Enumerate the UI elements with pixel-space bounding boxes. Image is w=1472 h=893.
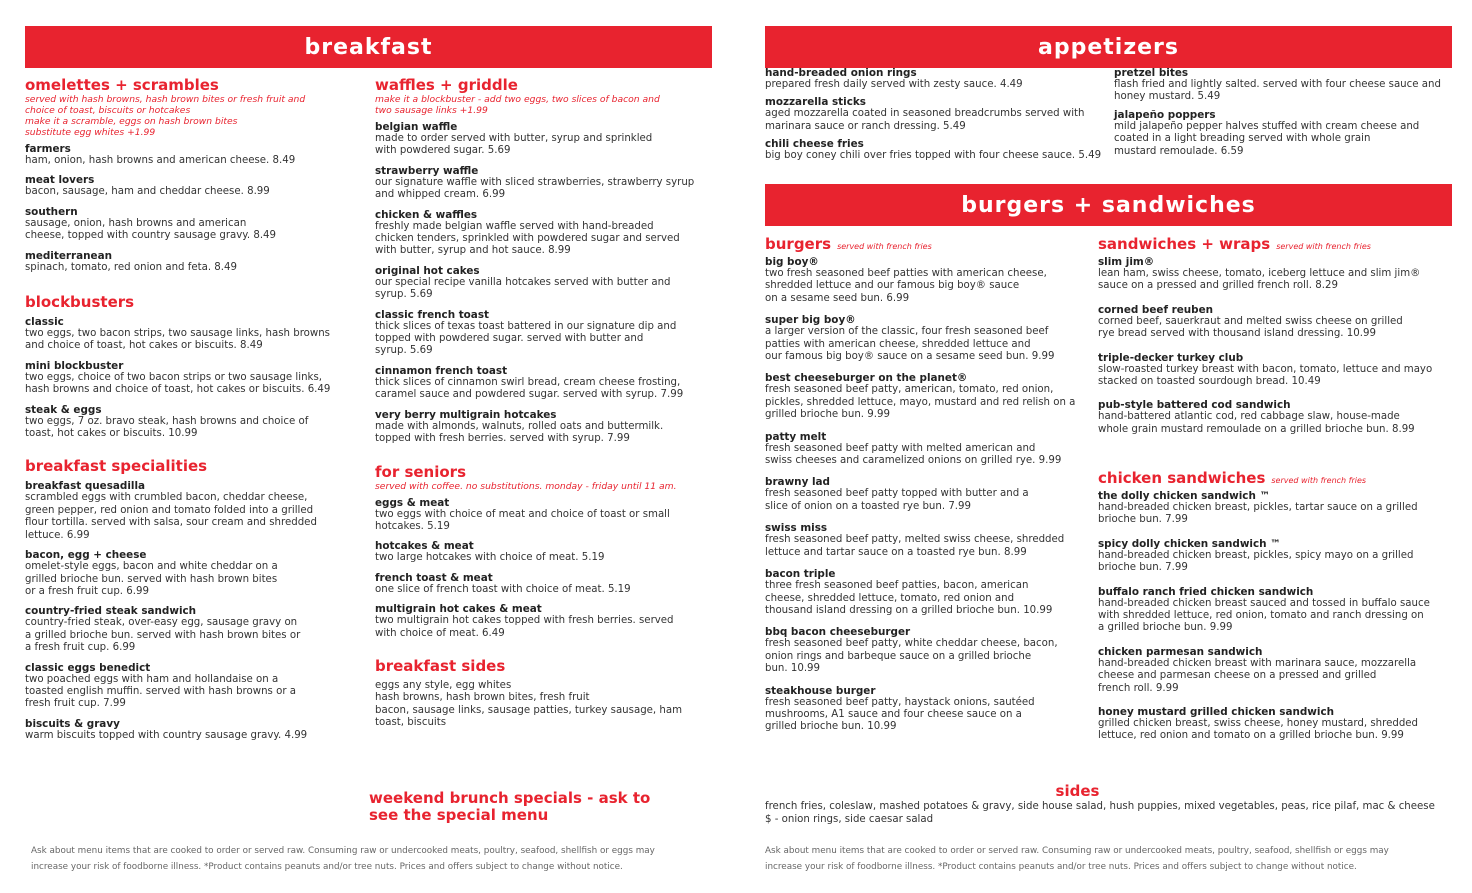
menu-item	[765, 522, 1095, 559]
item-description: two eggs, choice of two bacon strips or two sausage links, hash browns and choice of toast, hot cakes or biscuits. 6.49	[25, 371, 331, 396]
item-name: pub-style battered cod sandwich	[1098, 399, 1291, 412]
item-description: two large hotcakes with choice of meat. 5.19	[375, 552, 605, 564]
section-note: served with coffee. no substitutions. monday - friday until 11 am.	[375, 480, 677, 492]
breakfast-banner	[25, 26, 712, 68]
menu-item	[1098, 352, 1454, 389]
section-note: choice of toast, biscuits or hotcakes	[25, 105, 191, 116]
item-description: hand-breaded chicken breast, pickles, tartar sauce on a grilled brioche bun. 7.99	[1098, 502, 1418, 526]
item-name: very berry multigrain hotcakes	[375, 408, 557, 421]
menu-item	[765, 626, 1095, 675]
item-description: hand-battered atlantic cod, red cabbage slaw, house-made whole grain mustard remoulade on a grilled brioche bun. 8.99	[1098, 411, 1415, 435]
breakfast-banner-title: breakfast	[304, 34, 433, 60]
item-name: country-fried steak sandwich	[25, 605, 197, 618]
section-note: make it a scramble, eggs on hash brown bites	[25, 116, 238, 127]
item-description: lean ham, swiss cheese, tomato, iceberg lettuce and slim jim® sauce on a pressed and grilled french roll. 8.29	[1098, 268, 1421, 292]
item-name: cinnamon french toast	[375, 364, 508, 377]
item-description: ham, onion, hash browns and american cheese. 8.49	[25, 155, 296, 166]
item-description: scrambled eggs with crumbled bacon, cheddar cheese, green pepper, red onion and tomato folded into a grilled flour tortilla. served with salsa, sour cream and shredded lettuce. 6.99	[25, 492, 317, 541]
item-name: classic french toast	[375, 308, 489, 321]
sides-list: french fries, coleslaw, mashed potatoes & gravy, side house salad, hush puppies, mixed vegetables, peas, rice pilaf, mac & cheese $ - onion rings, side caesar salad	[765, 801, 1435, 825]
section-title	[1098, 470, 1454, 489]
item-description: slow-roasted turkey breast with bacon, tomato, lettuce and mayo stacked on toasted sourdough bread. 10.49	[1098, 363, 1433, 388]
menu-item	[765, 96, 1110, 133]
menu-item	[375, 121, 720, 158]
menu-item	[25, 662, 360, 711]
menu-item	[765, 685, 1095, 734]
item-description: spinach, tomato, red onion and feta. 8.49	[25, 261, 237, 273]
breakfast-column-left	[25, 77, 360, 742]
menu-item	[375, 209, 720, 258]
item-name: buffalo ranch fried chicken sandwich	[1098, 585, 1314, 598]
item-name: swiss miss	[765, 522, 828, 535]
menu-item	[1114, 109, 1454, 158]
section-title-text: chicken sandwiches	[1098, 469, 1266, 487]
menu-item	[1098, 399, 1454, 436]
menu-item	[765, 431, 1095, 468]
item-description: a larger version of the classic, four fresh seasoned beef patties with american cheese, shredded lettuce and our famous big boy® sauce on a sesame seed bun. 9.99	[765, 326, 1055, 363]
menu-item	[375, 680, 720, 730]
burgers-banner	[765, 184, 1452, 226]
item-description: bacon, sausage, ham and cheddar cheese. 8.99	[25, 186, 270, 198]
item-description: fresh seasoned beef patty, melted swiss cheese, shredded lettuce and tartar sauce on a toasted rye bun. 8.99	[765, 534, 1065, 558]
item-name: meat lovers	[25, 174, 95, 187]
section-note: two sausage links +1.99	[375, 105, 488, 116]
menu-item	[1098, 646, 1454, 695]
item-description: omelet-style eggs, bacon and white cheddar on a grilled brioche bun. served with hash brown bites or a fresh fruit cup. 6.99	[25, 561, 278, 597]
item-description: corned beef, sauerkraut and melted swiss cheese on grilled rye bread served with thousand island dressing. 10.99	[1098, 315, 1403, 340]
item-description: made to order served with butter, syrup and sprinkled with powdered sugar. 5.69	[375, 133, 653, 157]
item-description: thick slices of cinnamon swirl bread, cream cheese frosting, caramel sauce and powdered sugar. served with syrup. 7.99	[375, 376, 684, 401]
item-name: farmers	[25, 143, 71, 155]
menu-item	[25, 718, 360, 742]
item-name: the dolly chicken sandwich ™	[1098, 490, 1270, 502]
item-description: fresh seasoned beef patty, haystack onions, sautéed mushrooms, A1 sauce and four cheese sauce on a grilled brioche bun. 10.99	[765, 696, 1035, 733]
item-name: strawberry waffle	[375, 164, 479, 177]
menu-item	[25, 316, 360, 353]
item-name: chili cheese fries	[765, 138, 864, 151]
appetizers-left	[765, 67, 1110, 163]
item-name: classic eggs benedict	[25, 661, 151, 674]
section-breakfast-sides	[375, 658, 720, 730]
item-description: two eggs, 7 oz. bravo steak, hash browns and choice of toast, hot cakes or biscuits. 10.99	[25, 415, 309, 440]
item-description: prepared fresh daily served with zesty sauce. 4.49	[765, 79, 1023, 90]
item-description: aged mozzarella coated in seasoned breadcrumbs served with marinara sauce or ranch dressing. 5.49	[765, 108, 1085, 132]
appetizers-right	[1114, 67, 1454, 158]
item-name: jalapeño poppers	[1114, 108, 1216, 121]
item-name: brawny lad	[765, 476, 830, 489]
item-name: honey mustard grilled chicken sandwich	[1098, 706, 1335, 719]
item-name: chicken parmesan sandwich	[1098, 645, 1263, 658]
section-title: omelettes + scrambles	[25, 76, 219, 94]
item-description: hand-breaded chicken breast, pickles, spicy mayo on a grilled brioche bun. 7.99	[1098, 549, 1414, 574]
menu-item	[25, 360, 360, 397]
item-description: two eggs, two bacon strips, two sausage links, hash browns and choice of toast, hot cakes or biscuits. 8.49	[25, 328, 330, 352]
item-description: three fresh seasoned beef patties, bacon, american cheese, shredded lettuce, tomato, red onion and thousand island dressing on a grilled brioche bun. 10.99	[765, 580, 1053, 616]
item-name: steakhouse burger	[765, 684, 876, 697]
item-name: best cheeseburger on the planet®	[765, 372, 968, 385]
menu-item	[25, 250, 360, 274]
item-description: fresh seasoned beef patty with melted american and swiss cheeses and caramelized onions on grilled rye. 9.99	[765, 442, 1062, 467]
item-name: steak & eggs	[25, 403, 102, 416]
weekend-brunch-note: weekend brunch specials - ask to see the special menu	[369, 789, 651, 824]
item-description: two poached eggs with ham and hollandaise on a toasted english muffin. served with hash browns or a fresh fruit cup. 7.99	[25, 673, 296, 710]
burgers-section	[765, 236, 1095, 734]
menu-item	[375, 603, 720, 640]
item-description: big boy coney chili over fries topped with four cheese sauce. 5.49	[765, 150, 1102, 162]
section-title-note: served with french fries	[837, 242, 932, 251]
menu-item	[1098, 586, 1454, 635]
section-note: substitute egg whites +1.99	[25, 127, 156, 138]
appetizers-banner-title: appetizers	[1038, 34, 1179, 60]
menu-item	[25, 206, 360, 243]
section-title: for seniors	[375, 462, 467, 481]
item-description: two fresh seasoned beef patties with american cheese, shredded lettuce and our famous big boy® sauce on a sesame seed bun. 6.99	[765, 268, 1047, 304]
section-title	[765, 236, 1095, 255]
item-description: mild jalapeño pepper halves stuffed with cream cheese and coated in a light breading served with whole grain mustard remoulade. 6.59	[1114, 120, 1420, 157]
item-description: our signature waffle with sliced strawberries, strawberry syrup and whipped cream. 6.99	[375, 176, 695, 201]
menu-item	[1098, 706, 1454, 743]
item-description: grilled chicken breast, swiss cheese, honey mustard, shredded lettuce, red onion and tomato on a grilled brioche bun. 9.99	[1098, 718, 1419, 742]
chicken-sandwiches-section	[1098, 470, 1454, 743]
item-name: multigrain hot cakes & meat	[375, 603, 542, 616]
item-name: hotcakes & meat	[375, 540, 474, 553]
item-name: bacon, egg + cheese	[25, 549, 147, 562]
appetizers-banner	[765, 26, 1452, 68]
item-description: fresh seasoned beef patty, american, tomato, red onion, pickles, shredded lettuce, mayo, mustard and red relish on a grilled brioche bun. 9.99	[765, 384, 1076, 421]
menu-item	[375, 265, 720, 302]
item-description: our special recipe vanilla hotcakes served with butter and syrup. 5.69	[375, 276, 671, 301]
item-name: biscuits & gravy	[25, 717, 120, 730]
menu-item	[375, 365, 720, 402]
menu-item	[25, 174, 360, 198]
section-title-text: burgers	[765, 235, 832, 253]
item-description: freshly made belgian waffle served with hand-breaded chicken tenders, sprinkled with powdered sugar and served with butter, syrup and hot sauce. 8.99	[375, 220, 680, 257]
menu-item	[1098, 538, 1454, 575]
item-name: corned beef reuben	[1098, 303, 1214, 316]
item-name: mini blockbuster	[25, 359, 124, 372]
item-name: triple-decker turkey club	[1098, 351, 1244, 364]
menu-item	[765, 256, 1095, 305]
footer-disclaimer-right: Ask about menu items that are cooked to order or served raw. Consuming raw or undercooked meats, poultry, seafood, shellfish or eggs may increase your risk of foodborne illness. *Product contains peanuts and/or tree nuts. Prices and offers subject to change without notice.	[765, 846, 1389, 872]
menu-item	[375, 309, 720, 358]
item-name: big boy®	[765, 256, 819, 268]
section-title	[1098, 236, 1454, 255]
item-description: fresh seasoned beef patty, white cheddar cheese, bacon, onion rings and barbeque sauce on a grilled brioche bun. 10.99	[765, 638, 1058, 675]
footer-disclaimer-left: Ask about menu items that are cooked to order or served raw. Consuming raw or undercooked meats, poultry, seafood, shellfish or eggs may increase your risk of foodborne illness. *Product contains peanuts and/or tree nuts. Prices and offers subject to change without notice.	[31, 846, 655, 872]
sides-title: sides	[1055, 782, 1100, 800]
menu-item	[1098, 490, 1454, 527]
item-name: spicy dolly chicken sandwich ™	[1098, 537, 1281, 550]
section-for-seniors	[375, 464, 720, 640]
section-breakfast-specialities	[25, 458, 360, 742]
burgers-banner-title: burgers + sandwiches	[961, 192, 1256, 218]
item-description: warm biscuits topped with country sausage gravy. 4.99	[25, 729, 308, 741]
section-blockbusters	[25, 294, 360, 440]
item-name: breakfast quesadilla	[25, 480, 146, 493]
item-description: fresh seasoned beef patty topped with butter and a slice of onion on a toasted rye bun. 7.99	[765, 488, 1029, 512]
section-title: blockbusters	[25, 293, 135, 312]
section-omelettes-scrambles	[25, 77, 360, 274]
item-description: thick slices of texas toast battered in our signature dip and topped with powdered sugar. served with butter and syrup. 5.69	[375, 320, 677, 357]
item-description: eggs any style, egg whites hash browns, hash brown bites, fresh fruit bacon, sausage links, sausage patties, turkey sausage, ham toast, biscuits	[375, 679, 683, 729]
section-title: breakfast sides	[375, 656, 506, 675]
item-name: mediterranean	[25, 249, 113, 262]
menu-item	[25, 404, 360, 441]
menu-item	[375, 540, 720, 564]
item-name: patty melt	[765, 430, 827, 443]
menu-item	[1114, 67, 1454, 104]
item-name: bbq bacon cheeseburger	[765, 626, 911, 639]
item-name: original hot cakes	[375, 264, 480, 277]
menu-item	[765, 372, 1095, 421]
item-name: french toast & meat	[375, 571, 493, 584]
section-note: make it a blockbuster - add two eggs, two slices of bacon and	[375, 94, 660, 105]
section-title: breakfast specialities	[25, 457, 208, 476]
item-description: hand-breaded chicken breast with marinara sauce, mozzarella cheese and parmesan cheese on a pressed and grilled french roll. 9.99	[1098, 657, 1417, 694]
item-name: mozzarella sticks	[765, 96, 866, 109]
menu-item	[1098, 304, 1454, 341]
section-title: waffles + griddle	[375, 76, 518, 94]
item-description: flash fried and lightly salted. served with four cheese sauce and honey mustard. 5.49	[1114, 79, 1441, 103]
menu-item	[25, 480, 360, 542]
menu-item	[1098, 256, 1454, 293]
item-name: chicken & waffles	[375, 208, 478, 221]
item-description: country-fried steak, over-easy egg, sausage gravy on a grilled brioche bun. served with hash brown bites or a fresh fruit cup. 6.99	[25, 617, 301, 654]
section-title-note: served with french fries	[1276, 242, 1371, 251]
menu-item	[765, 476, 1095, 513]
item-name: bacon triple	[765, 568, 836, 581]
menu-item	[765, 67, 1110, 91]
item-description: two multigrain hot cakes topped with fresh berries. served with choice of meat. 6.49	[375, 615, 674, 639]
item-description: hand-breaded chicken breast sauced and tossed in buffalo sauce with shredded lettuce, red onion, tomato and ranch dressing on a grilled brioche bun. 9.99	[1098, 597, 1430, 634]
item-name: classic	[25, 316, 64, 329]
item-description: two eggs with choice of meat and choice of toast or small hotcakes. 5.19	[375, 508, 670, 532]
menu-item	[765, 138, 1110, 162]
item-name: pretzel bites	[1114, 67, 1189, 79]
item-name: hand-breaded onion rings	[765, 67, 917, 79]
item-name: slim jim®	[1098, 256, 1155, 268]
breakfast-column-right	[375, 77, 720, 730]
menu-item	[25, 143, 360, 167]
section-waffles-griddle	[375, 77, 720, 446]
menu-item	[375, 497, 720, 534]
menu-item	[375, 409, 720, 446]
item-description: made with almonds, walnuts, rolled oats and buttermilk. topped with fresh berries. served with syrup. 7.99	[375, 420, 664, 445]
item-name: super big boy®	[765, 314, 856, 327]
menu-item	[765, 568, 1095, 617]
item-description: one slice of french toast with choice of meat. 5.19	[375, 583, 631, 595]
section-title-text: sandwiches + wraps	[1098, 235, 1271, 253]
section-title-note: served with french fries	[1271, 476, 1367, 485]
item-name: eggs & meat	[375, 496, 450, 509]
item-description: sausage, onion, hash browns and american cheese, topped with country sausage gravy. 8.49	[25, 217, 277, 242]
menu-item	[25, 605, 360, 654]
sandwiches-section	[1098, 236, 1454, 436]
section-note: served with hash browns, hash brown bites or fresh fruit and	[25, 94, 306, 105]
menu-item	[765, 314, 1095, 363]
menu-item	[25, 549, 360, 598]
menu-item	[375, 572, 720, 596]
item-name: southern	[25, 205, 78, 218]
item-name: belgian waffle	[375, 121, 458, 133]
menu-item	[375, 165, 720, 202]
